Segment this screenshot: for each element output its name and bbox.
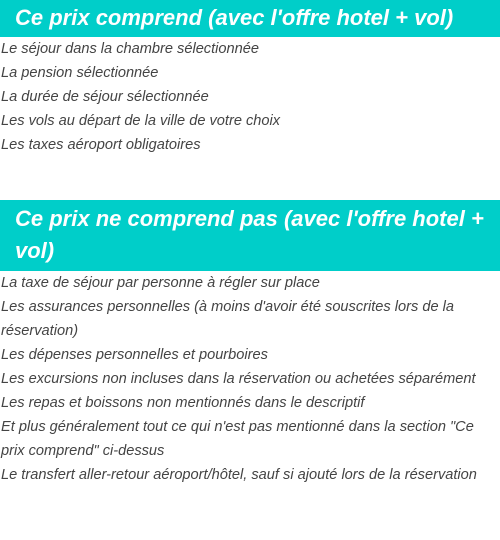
section-spacer	[0, 157, 500, 200]
included-list	[0, 37, 500, 157]
list-item: Et plus généralement tout ce qui n'est pas mentionné dans la section "Ce prix comprend" ci-dessus	[1, 419, 474, 459]
list-item: Les dépenses personnelles et pourboires	[1, 347, 268, 363]
included-section	[0, 0, 500, 157]
list-item: Les assurances personnelles (à moins d'avoir été souscrites lors de la réservation)	[1, 299, 454, 339]
list-item: Les excursions non incluses dans la réservation ou achetées séparément	[1, 371, 476, 387]
list-item: Le transfert aller-retour aéroport/hôtel, sauf si ajouté lors de la réservation	[1, 467, 477, 483]
list-item: Les repas et boissons non mentionnés dans le descriptif	[1, 395, 365, 411]
excluded-heading: Ce prix ne comprend pas (avec l'offre hotel + vol)	[0, 200, 500, 271]
included-heading: Ce prix comprend (avec l'offre hotel + vol)	[0, 0, 500, 37]
excluded-list	[0, 271, 500, 487]
list-item: Les taxes aéroport obligatoires	[1, 137, 201, 153]
list-item: La taxe de séjour par personne à régler sur place	[1, 275, 320, 291]
list-item: La durée de séjour sélectionnée	[1, 89, 209, 105]
list-item: La pension sélectionnée	[1, 65, 159, 81]
list-item: Les vols au départ de la ville de votre choix	[1, 113, 281, 129]
excluded-section	[0, 200, 500, 487]
list-item: Le séjour dans la chambre sélectionnée	[1, 41, 259, 57]
